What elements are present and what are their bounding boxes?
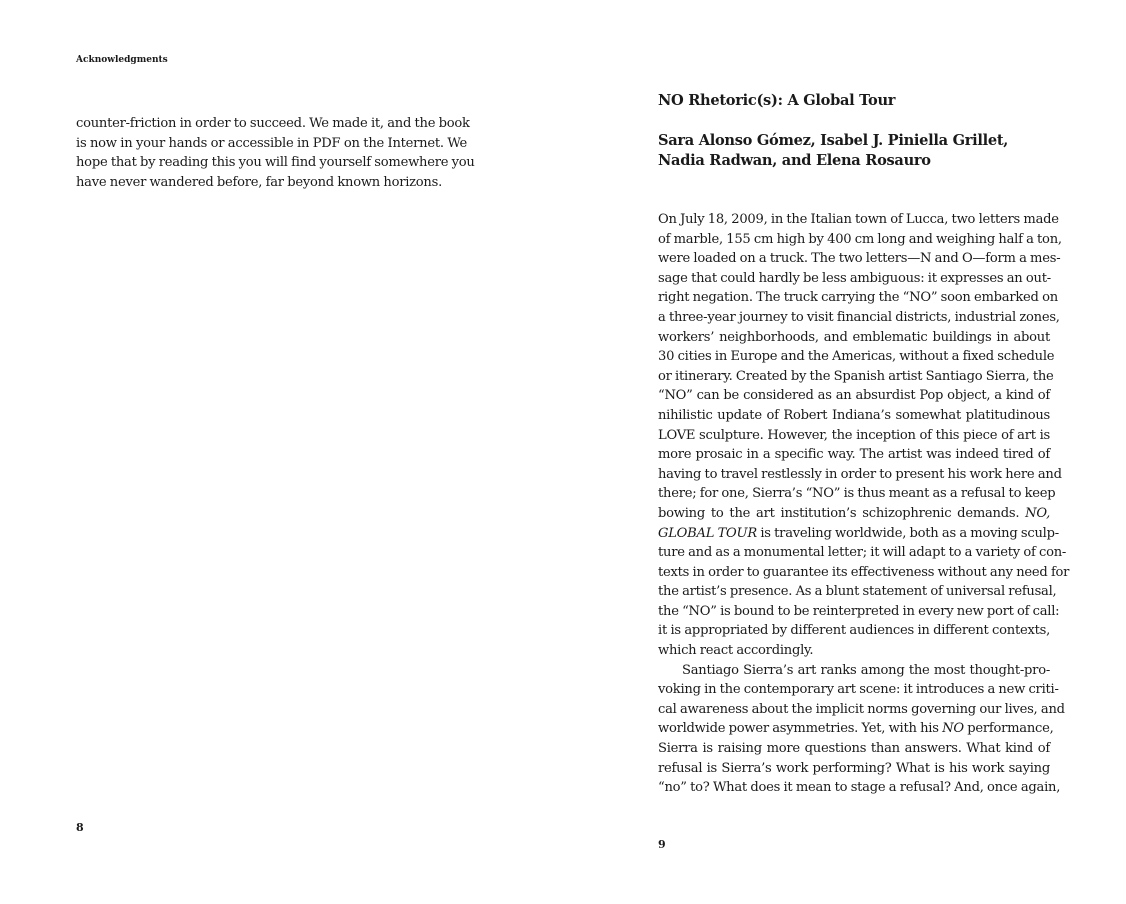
text-line bbox=[658, 386, 1050, 406]
text-line bbox=[658, 367, 1054, 387]
text-segment: “NO” can be considered as an absurdist Pop object, a kind of bbox=[658, 388, 1050, 404]
text-segment: of marble, 155 cm high by 400 cm long and weighing half a ton, bbox=[658, 231, 1062, 247]
text-line bbox=[658, 543, 1067, 563]
text-segment: Santiago Sierra’s art ranks among the most thought-pro- bbox=[682, 662, 1050, 678]
chapter-authors bbox=[658, 131, 1008, 171]
text-segment: workers’ neighborhoods, and emblematic buildings in about bbox=[658, 329, 1050, 345]
text-line bbox=[658, 680, 1059, 700]
text-line bbox=[658, 719, 1054, 739]
text-line bbox=[658, 582, 1057, 602]
page-number-right: 9 bbox=[658, 838, 666, 851]
text-line bbox=[658, 426, 1050, 446]
text-line bbox=[658, 210, 1059, 230]
text-line bbox=[658, 445, 1050, 465]
italic-text: GLOBAL TOUR bbox=[658, 525, 757, 541]
authors-line: Sara Alonso Gómez, Isabel J. Piniella Grillet, bbox=[658, 132, 1009, 149]
text-segment: or itinerary. Created by the Spanish artist Santiago Sierra, the bbox=[658, 368, 1054, 384]
text-line bbox=[658, 700, 1065, 720]
text-segment: which react accordingly. bbox=[658, 643, 814, 659]
text-segment: texts in order to guarantee its effectiveness without any need for bbox=[658, 564, 1070, 580]
text-line bbox=[658, 602, 1060, 622]
text-segment: voking in the contemporary art scene: it introduces a new criti- bbox=[658, 682, 1059, 698]
text-segment: ture and as a monumental letter; it will adapt to a variety of con- bbox=[658, 545, 1067, 561]
chapter-title: NO Rhetoric(s): A Global Tour bbox=[658, 92, 896, 109]
text-segment: more prosaic in a specific way. The artist was indeed tired of bbox=[658, 447, 1050, 463]
text-segment: refusal is Sierra’s work performing? What is his work saying bbox=[658, 760, 1050, 776]
text-segment: were loaded on a truck. The two letters—N and O—form a mes- bbox=[658, 251, 1061, 267]
text-segment: is now in your hands or accessible in PDF on the Internet. We bbox=[76, 135, 467, 151]
text-line bbox=[658, 641, 1050, 661]
text-line bbox=[658, 269, 1050, 289]
running-head: Acknowledgments bbox=[76, 55, 168, 65]
text-line bbox=[658, 524, 1059, 544]
text-segment: nihilistic update of Robert Indiana’s somewhat platitudinous bbox=[658, 407, 1050, 423]
text-segment: the artist’s presence. As a blunt statement of universal refusal, bbox=[658, 584, 1057, 600]
text-segment: sage that could hardly be less ambiguous: it expresses an out- bbox=[658, 270, 1051, 286]
text-segment: right negation. The truck carrying the “NO” soon embarked on bbox=[658, 290, 1058, 306]
text-line bbox=[658, 759, 1050, 779]
italic-text: NO, bbox=[1025, 505, 1050, 521]
text-segment: “no” to? What does it mean to stage a refusal? And, once again, bbox=[658, 780, 1061, 796]
text-line bbox=[658, 484, 1056, 504]
text-line bbox=[658, 739, 1050, 759]
text-segment: it is appropriated by different audiences in different contexts, bbox=[658, 623, 1050, 639]
text-line bbox=[658, 406, 1050, 426]
text-line bbox=[658, 230, 1062, 250]
text-segment: a three-year journey to visit financial districts, industrial zones, bbox=[658, 309, 1060, 325]
text-segment: bowing to the art institution’s schizophrenic demands. bbox=[658, 505, 1026, 521]
text-line bbox=[658, 288, 1058, 308]
text-line bbox=[76, 114, 470, 134]
text-segment: Sierra is raising more questions than answers. What kind of bbox=[658, 741, 1050, 757]
page-number-left: 8 bbox=[76, 821, 84, 834]
text-line bbox=[658, 563, 1070, 583]
text-line bbox=[658, 465, 1062, 485]
text-line bbox=[76, 153, 475, 173]
text-segment: the “NO” is bound to be reinterpreted in every new port of call: bbox=[658, 603, 1060, 619]
text-segment: having to travel restlessly in order to present his work here and bbox=[658, 466, 1062, 482]
text-segment: cal awareness about the implicit norms governing our lives, and bbox=[658, 701, 1065, 717]
text-segment: 30 cities in Europe and the Americas, without a fixed schedule bbox=[658, 349, 1055, 365]
text-line bbox=[76, 134, 467, 154]
authors-line: Nadia Radwan, and Elena Rosauro bbox=[658, 152, 931, 169]
text-line bbox=[658, 621, 1050, 641]
text-segment: counter-friction in order to succeed. We made it, and the book bbox=[76, 116, 470, 131]
text-segment: worldwide power asymmetries. Yet, with his bbox=[658, 721, 943, 737]
left-body-text bbox=[76, 114, 475, 192]
text-segment: is traveling worldwide, both as a moving sculp- bbox=[756, 525, 1059, 541]
text-line bbox=[658, 308, 1060, 328]
text-line bbox=[658, 347, 1055, 367]
text-segment: hope that by reading this you will find yourself somewhere you bbox=[76, 155, 475, 171]
text-line bbox=[658, 778, 1061, 798]
text-segment: On July 18, 2009, in the Italian town of Lucca, two letters made bbox=[658, 212, 1059, 227]
text-line bbox=[76, 173, 467, 193]
italic-text: NO bbox=[942, 721, 964, 737]
text-segment: performance, bbox=[963, 721, 1054, 737]
right-body-text bbox=[658, 210, 1070, 798]
text-line bbox=[658, 504, 1050, 524]
text-line bbox=[658, 328, 1050, 348]
text-segment: have never wandered before, far beyond known horizons. bbox=[76, 174, 442, 190]
text-segment: there; for one, Sierra’s “NO” is thus meant as a refusal to keep bbox=[658, 486, 1056, 502]
text-segment: LOVE sculpture. However, the inception of this piece of art is bbox=[658, 427, 1050, 443]
text-line bbox=[658, 661, 1050, 681]
text-line bbox=[658, 249, 1061, 269]
